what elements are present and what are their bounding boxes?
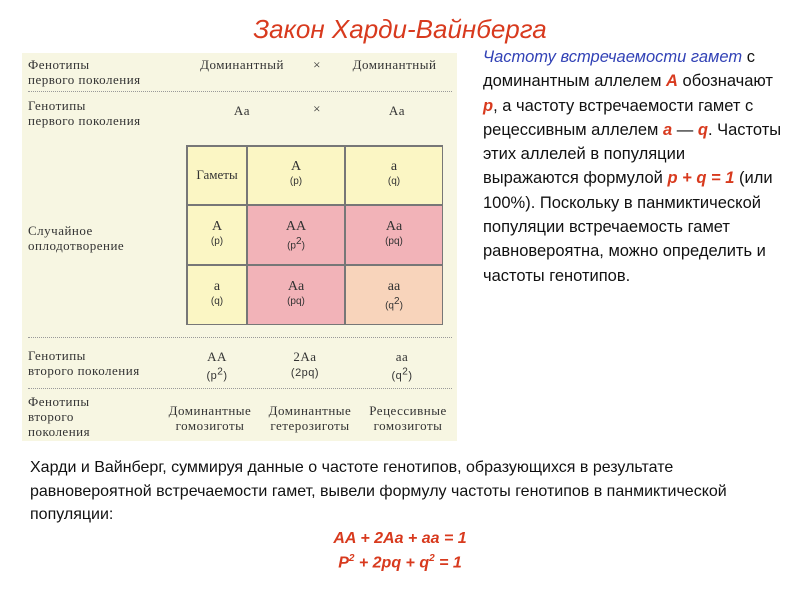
phenotype-right: Доминантный (352, 57, 437, 72)
allele-symbol: а (662, 120, 673, 139)
gamete-col-A (248, 147, 344, 204)
label-line: первого поколения (28, 72, 141, 87)
gametes-label: Гаметы (196, 167, 238, 182)
formula-exp: 2 (348, 553, 355, 564)
allele-symbol: р (483, 96, 494, 115)
label-line: Фенотипы (28, 57, 90, 72)
freq-exp: 2 (296, 236, 302, 247)
label-line: второго (28, 409, 74, 424)
phenotypes-gen1-label (28, 57, 141, 87)
label-line: Случайное (28, 223, 93, 238)
divider (28, 91, 452, 92)
label-line: Доминантные (168, 403, 252, 418)
label-line: Генотипы (28, 98, 86, 113)
gamete-row-A (188, 206, 246, 264)
genotype: AA (207, 349, 227, 364)
formula-part: = 1 (434, 554, 462, 572)
text: — (672, 120, 698, 139)
freq-end: ) (408, 369, 413, 382)
freq-end: ) (223, 369, 228, 382)
label-line: Рецессивные (369, 403, 447, 418)
divider (28, 337, 452, 338)
label-line: гомозиготы (373, 418, 443, 433)
allele: a (213, 279, 221, 294)
cell-AA (248, 206, 344, 264)
phenotype-left: Доминантный (200, 57, 284, 72)
text: с доминантным аллелем (483, 48, 755, 91)
genotypes-gen2-label (28, 348, 140, 378)
freq-base: (p (287, 240, 296, 252)
cross-symbol: × (313, 57, 321, 72)
text: (или 100%). Поскольку в панмиктической популяции встречаемость гамет равновероятна, можно определить и частоты генотипов. (483, 169, 773, 285)
gen2-genotype-aa (372, 349, 432, 384)
label-line: гомозиготы (175, 418, 245, 433)
formula-part: + 2pq + q (354, 554, 430, 572)
random-fertilization-label (28, 223, 124, 253)
text: обозначают (677, 72, 773, 91)
allele-symbol: q (697, 120, 708, 139)
freq-exp: 2 (394, 296, 400, 307)
highlight-text: Частоту встречаемости гамет (483, 48, 743, 66)
genotype-frequency: (pq) (287, 296, 305, 307)
text: . Частоты этих аллелей в популяции выражаются формулой (483, 120, 782, 188)
label-line: оплодотворение (28, 238, 125, 253)
genotype-frequency: (pq) (385, 236, 403, 247)
phenotypes-gen2-label (28, 394, 90, 439)
genotype-frequency (346, 295, 442, 312)
genotype: aa (395, 349, 409, 364)
label-line: Фенотипы (28, 394, 90, 409)
label-line: гетерозиготы (270, 418, 350, 433)
slide-title: Закон Харди-Вайнберга (253, 14, 547, 44)
allele-symbol: А (666, 72, 678, 91)
label-line: поколения (28, 424, 91, 439)
freq-end: ) (399, 300, 403, 312)
cross-symbol: × (313, 101, 321, 116)
gametes-header-cell (188, 147, 246, 204)
genotype-left: Aa (233, 103, 251, 118)
formula-exp: 2 (429, 553, 435, 564)
genotype: Aa (287, 279, 305, 294)
divider (28, 388, 452, 389)
allele-frequency: (q) (210, 296, 224, 307)
freq-end: ) (301, 240, 305, 252)
genotype: 2Aa (293, 349, 317, 364)
genotype-frequency: (2pq) (290, 367, 320, 379)
freq-base: (q (385, 300, 394, 312)
allele-frequency: (q) (387, 176, 401, 187)
gen2-phenotype-1 (160, 403, 260, 433)
label-line: Генотипы (28, 348, 86, 363)
freq-base: (p (206, 369, 218, 382)
gen2-genotype-2Aa (275, 349, 335, 381)
formula-part: P (338, 554, 349, 572)
genotypes-gen1-label (28, 98, 141, 128)
allele-formula: р + q = 1 (667, 169, 735, 188)
freq-base: (q (391, 369, 403, 382)
allele: A (290, 159, 302, 174)
genotype: aa (387, 279, 401, 294)
gamete-col-a (346, 147, 442, 204)
gen2-phenotype-2 (260, 403, 360, 433)
freq-exp: 2 (217, 366, 224, 377)
frequency-formula (0, 553, 800, 572)
cell-aa (346, 266, 442, 324)
allele: a (390, 159, 398, 174)
conclusion-text: Харди и Вайнберг, суммируя данные о частоте генотипов, образующихся в результате равновероятной встречаемости гамет, вывели формулу частоты генотипов в панмиктической популяции: (30, 459, 727, 523)
genotype-right: Aa (388, 103, 406, 118)
genotype-frequency (248, 235, 344, 252)
gen2-phenotype-3 (358, 403, 458, 433)
punnett-square (186, 145, 443, 325)
allele: A (211, 219, 223, 234)
genotype: Aa (385, 219, 403, 234)
genotype: AA (285, 219, 307, 234)
label-line: первого поколения (28, 113, 141, 128)
gamete-row-a (188, 266, 246, 324)
label-line: второго поколения (28, 363, 140, 378)
cell-Aa-top (346, 206, 442, 264)
label-line: Доминантные (268, 403, 352, 418)
freq-exp: 2 (402, 366, 409, 377)
gen2-genotype-AA (187, 349, 247, 384)
allele-frequency: (p) (210, 236, 224, 247)
genotype-formula: AA + 2Aa + aa = 1 (333, 530, 467, 547)
text: , а частоту встречаемости гамет с рецессивным аллелем (483, 96, 754, 139)
allele-frequency: (p) (289, 176, 303, 187)
genotype-frequency (206, 366, 228, 382)
cell-Aa-bottom (248, 266, 344, 324)
genotype-frequency (391, 366, 413, 382)
explanation-paragraph (483, 45, 783, 288)
